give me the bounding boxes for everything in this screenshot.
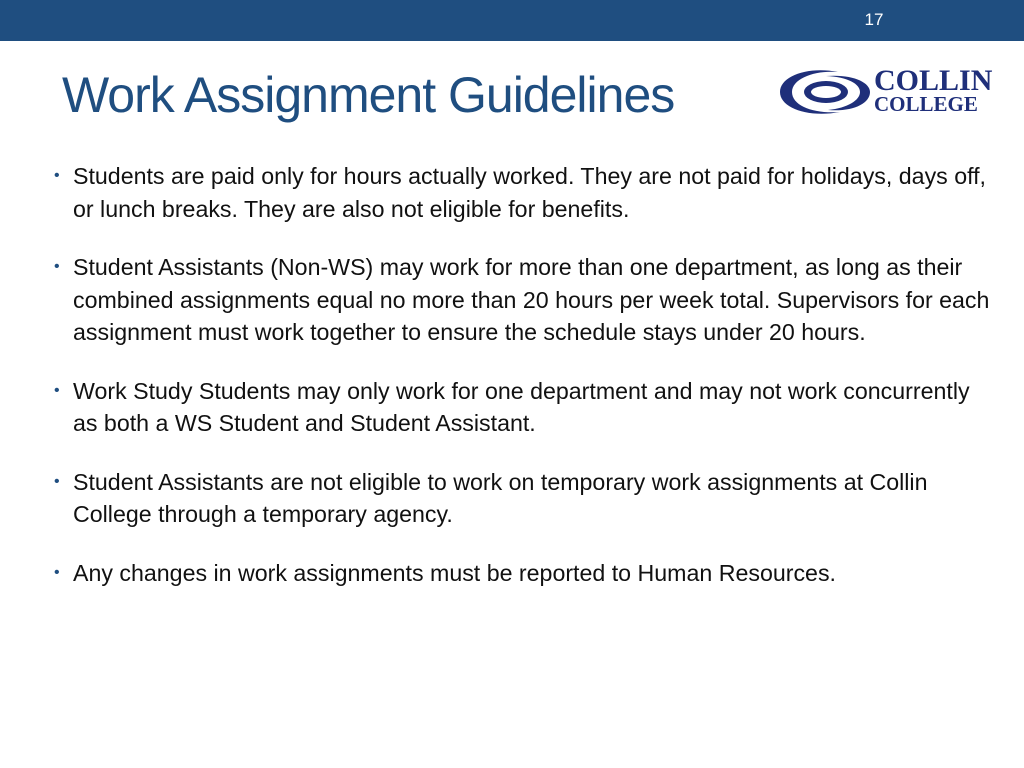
bullet-icon: • [54,563,60,581]
header-bar [0,0,1024,41]
bullet-icon: • [54,381,60,399]
bullet-text: Student Assistants (Non-WS) may work for more than one department, as long as their combined assignments equal no more than 20 hours per week total. Supervisors for each assignment must work together to ensure the schedule stays under 20 hours. [73,254,990,345]
slide-title: Work Assignment Guidelines [62,67,675,123]
bullet-text: Work Study Students may only work for one department and may not work concurrently as both a WS Student and Student Assistant. [73,377,970,436]
list-item [50,557,990,590]
logo-text-line2: COLLEGE [874,92,978,116]
slide-number: 17 [864,10,884,29]
bullet-text: Any changes in work assignments must be reported to Human Resources. [73,559,836,586]
bullet-icon: • [54,167,60,184]
logo-text-line1: COLLIN [874,64,993,97]
guidelines-list [50,160,990,615]
swoosh-logo-icon [778,62,874,122]
collin-college-logo [778,62,1000,122]
bullet-text: Student Assistants are not eligible to work on temporary work assignments at Collin College through a temporary agency. [73,468,928,527]
list-item [50,375,990,440]
bullet-icon: • [54,258,60,275]
list-item [50,251,990,349]
bullet-text: Students are paid only for hours actually worked. They are not paid for holidays, days off, or lunch breaks. They are also not eligible for benefits. [73,163,986,222]
list-item [50,160,990,225]
bullet-icon: • [54,472,60,490]
list-item [50,466,990,531]
